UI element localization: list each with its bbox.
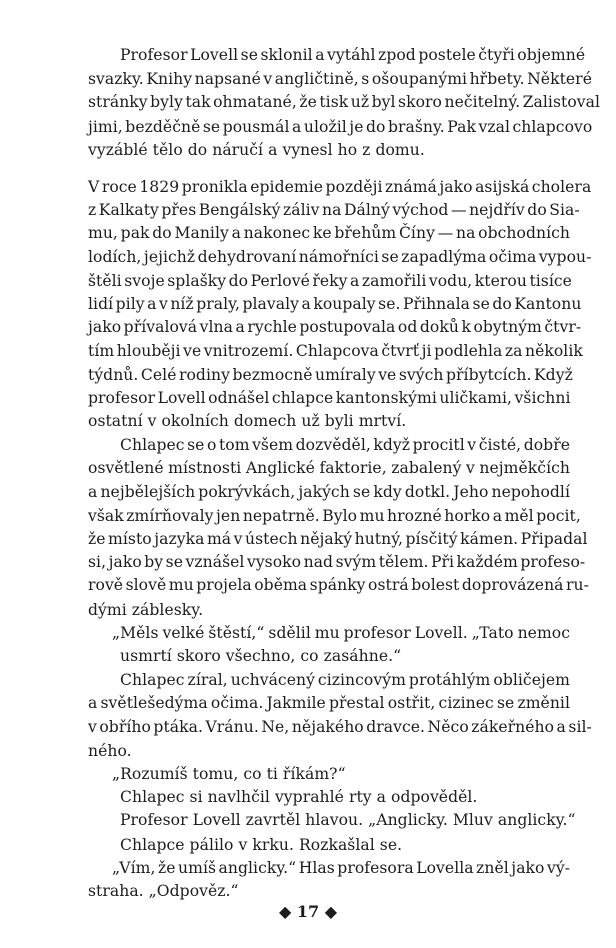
text-line: vyzáblé tělo do náručí a vynesl ho z domu.: [88, 140, 425, 159]
text-line: svazky. Knihy napsané v angličtině, s ošoupanými hřbety. Některé: [88, 70, 592, 89]
text-line: V roce 1829 pronikla epidemie později známá jako asijská cholera: [88, 177, 592, 196]
ornament-right-icon: ◆: [324, 902, 338, 921]
text-line: Chlapce pálilo v krku. Rozkašlal se.: [120, 835, 403, 854]
text-line: týdnů. Celé rodiny bezmocně umíraly ve svých příbytcích. Když: [88, 365, 573, 384]
text-line: usmrtí skoro všechno, co zasáhne.“: [120, 646, 402, 665]
text-line: „Měls velké štěstí,“ sdělil mu profesor Lovell. „Tato nemoc: [112, 623, 570, 642]
text-line: jimi, bezděčně se pousmál a uložil je do brašny. Pak vzal chlapcovo: [88, 117, 593, 136]
text-line: že místo jazyka má v ústech nějaký hutný, písčitý kámen. Připadal: [88, 529, 588, 548]
text-line: tím hlouběji ve vnitrozemí. Chlapcova čtvrť ji podlehla za několik: [88, 342, 583, 361]
text-line: rově slově mu projela oběma spánky ostrá bolest doprovázená ru-: [88, 576, 589, 595]
text-line: lodích, jejichž dehydrovaní námořníci se zapadlýma očima vypou-: [88, 248, 592, 267]
text-line: mu, pak do Manily a nakonec ke břehům Číny — na obchodních: [88, 224, 570, 243]
text-line: v obřího ptáka. Vránu. Ne, nějakého dravce. Něco zákeřného a sil-: [88, 717, 592, 736]
text-line: a světlešedýma očima. Jakmile přestal ostřit, cizinec se změnil: [88, 694, 570, 713]
text-line: stránky byly tak ohmatané, že tisk už byl skoro nečitelný. Zalistoval: [88, 93, 600, 112]
text-line: „Rozumíš tomu, co ti říkám?“: [112, 764, 346, 783]
text-line: z Kalkaty přes Bengálský záliv na Dálný východ — nejdřív do Sia-: [88, 201, 580, 220]
text-line: dými záblesky.: [88, 600, 204, 619]
ornament-left-icon: ◆: [278, 902, 292, 921]
text-line: ného.: [88, 741, 132, 760]
text-line: ostatní v okolních domech už byli mrtví.: [88, 411, 407, 430]
text-line: a nejbělejších pokrývkách, jakých se kdy dotkl. Jeho nepohodlí: [88, 482, 570, 501]
text-line: jako přívalová vlna a rychle postupovala od doků k obytným čtvr-: [88, 318, 582, 337]
text-line: osvětlené místnosti Anglické faktorie, zabalený v nejměkčích: [88, 459, 570, 478]
page-number-value: 17: [296, 902, 320, 921]
text-line: lidí pily a v níž praly, plavaly a koupaly se. Přihnala se do Kantonu: [88, 294, 582, 313]
text-line: profesor Lovell odnášel chlapce kantonskými uličkami, všichni: [88, 388, 571, 407]
text-line: štěli svoje splašky do Perlové řeky a zamořili vodu, kterou tisíce: [88, 271, 572, 290]
text-line: Profesor Lovell zavrtěl hlavou. „Anglicky. Mluv anglicky.“: [120, 811, 576, 830]
text-line: si, jako by se vznášel vysoko nad svým tělem. Při každém profeso-: [88, 553, 586, 572]
page-number: [0, 902, 616, 921]
text-line: straha. „Odpověz.“: [88, 882, 239, 900]
text-line: Chlapec se o tom všem dozvěděl, když procitl v čisté, dobře: [120, 436, 570, 455]
text-line: Profesor Lovell se sklonil a vytáhl zpod postele čtyři objemné: [120, 46, 586, 64]
text-line: Chlapec zíral, uchvácený cizincovým protáhlým obličejem: [120, 671, 570, 690]
text-line: Chlapec si navlhčil vyprahlé rty a odpověděl.: [120, 788, 478, 807]
text-line: „Vím, že umíš anglicky.“ Hlas profesora Lovella zněl jako vý-: [112, 858, 571, 877]
text-line: však zmírňovaly jen nepatrně. Bylo mu hrozné horko a měl pocit,: [88, 506, 581, 525]
